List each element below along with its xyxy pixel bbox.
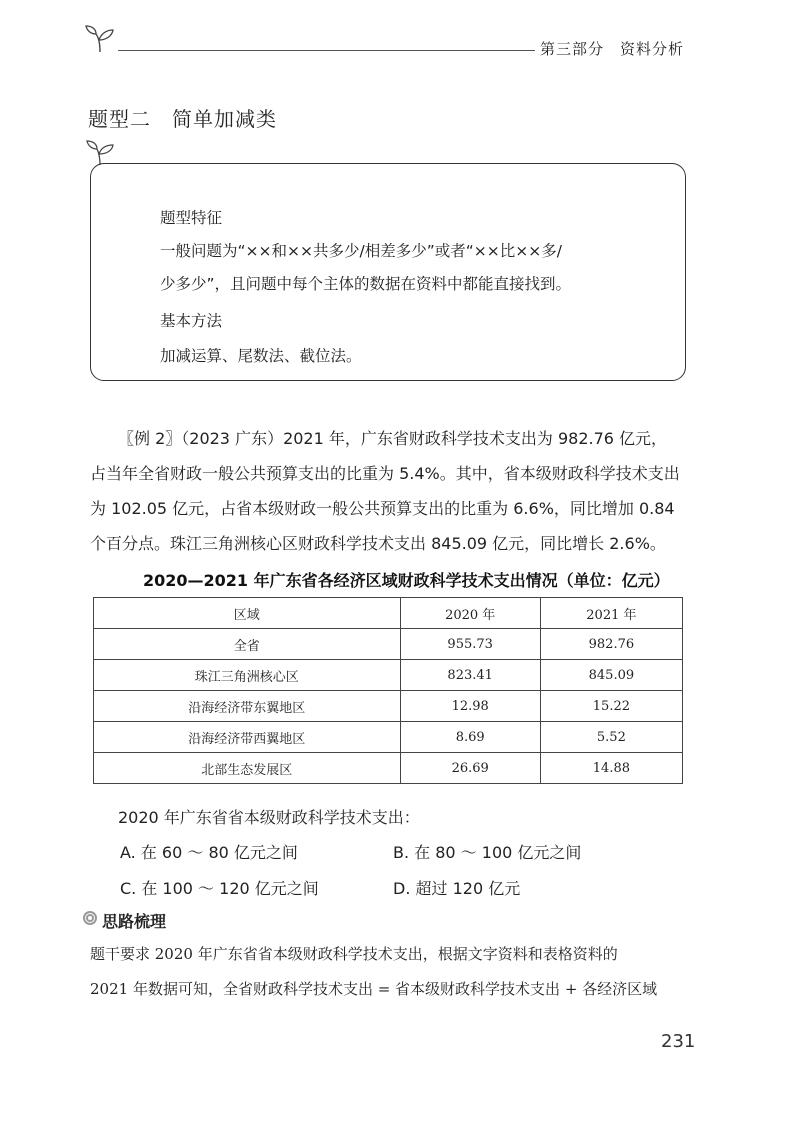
data-table bbox=[93, 597, 683, 784]
analysis-heading: 思路梳理 bbox=[102, 912, 167, 931]
table-cell: 12.98 bbox=[400, 691, 540, 722]
table-cell: 15.22 bbox=[540, 691, 682, 722]
table-header-row bbox=[94, 598, 683, 629]
table-title: 2020—2021 年广东省各经济区域财政科学技术支出情况（单位：亿元） bbox=[143, 571, 670, 590]
example-text-line: 〖例 2〗（2023 广东）2021 年，广东省财政科学技术支出为 982.76 亿元， bbox=[118, 429, 668, 448]
feature-text-line: 少多少”，且问题中每个主体的数据在资料中都能直接找到。 bbox=[160, 275, 572, 293]
option-b: B. 在 80 ～ 100 亿元之间 bbox=[393, 843, 582, 862]
example-text-line: 个百分点。珠江三角洲核心区财政科学技术支出 845.09 亿元，同比增长 2.6%。 bbox=[90, 534, 666, 553]
table-row bbox=[94, 691, 683, 722]
example-text-line: 占当年全省财政一般公共预算支出的比重为 5.4%。其中，省本级财政科学技术支出 bbox=[90, 464, 680, 483]
table-cell: 沿海经济带东翼地区 bbox=[94, 691, 401, 722]
table-header-cell: 2020 年 bbox=[400, 598, 540, 629]
table-cell: 982.76 bbox=[540, 629, 682, 660]
analysis-text-line: 2021 年数据可知，全省财政科学技术支出 = 省本级财政科学技术支出 + 各经济区域 bbox=[90, 980, 658, 998]
table-cell: 845.09 bbox=[540, 660, 682, 691]
section-title: 题型二 简单加减类 bbox=[88, 107, 277, 131]
analysis-icon bbox=[82, 910, 98, 926]
feature-heading: 题型特征 bbox=[160, 209, 223, 227]
option-d: D. 超过 120 亿元 bbox=[393, 879, 521, 898]
option-c: C. 在 100 ～ 120 亿元之间 bbox=[120, 879, 319, 898]
page-number: 231 bbox=[661, 1031, 696, 1052]
table-cell: 955.73 bbox=[400, 629, 540, 660]
method-heading: 基本方法 bbox=[160, 312, 223, 330]
sprout-icon bbox=[84, 24, 118, 54]
question-stem: 2020 年广东省省本级财政科学技术支出： bbox=[118, 808, 420, 827]
table-cell: 5.52 bbox=[540, 722, 682, 753]
table-cell: 8.69 bbox=[400, 722, 540, 753]
method-text-line: 加减运算、尾数法、截位法。 bbox=[160, 347, 362, 365]
feature-text-line: 一般问题为“××和××共多少/相差多少”或者“××比××多/ bbox=[160, 242, 562, 260]
table-row bbox=[94, 660, 683, 691]
table-cell: 珠江三角洲核心区 bbox=[94, 660, 401, 691]
header-rule bbox=[118, 50, 535, 51]
table-cell: 26.69 bbox=[400, 753, 540, 784]
table-header-cell: 2021 年 bbox=[540, 598, 682, 629]
table-cell: 北部生态发展区 bbox=[94, 753, 401, 784]
table-cell: 14.88 bbox=[540, 753, 682, 784]
option-a: A. 在 60 ～ 80 亿元之间 bbox=[120, 843, 298, 862]
table-row bbox=[94, 753, 683, 784]
table-row bbox=[94, 722, 683, 753]
table-row bbox=[94, 629, 683, 660]
header-section-title: 第三部分 资料分析 bbox=[540, 40, 685, 58]
table-cell: 全省 bbox=[94, 629, 401, 660]
table-header-cell: 区域 bbox=[94, 598, 401, 629]
table-cell: 沿海经济带西翼地区 bbox=[94, 722, 401, 753]
method-box bbox=[90, 163, 686, 381]
table-cell: 823.41 bbox=[400, 660, 540, 691]
analysis-text-line: 题干要求 2020 年广东省省本级财政科学技术支出，根据文字资料和表格资料的 bbox=[90, 945, 618, 963]
example-text-line: 为 102.05 亿元，占省本级财政一般公共预算支出的比重为 6.6%，同比增加 0.84 bbox=[90, 499, 675, 518]
